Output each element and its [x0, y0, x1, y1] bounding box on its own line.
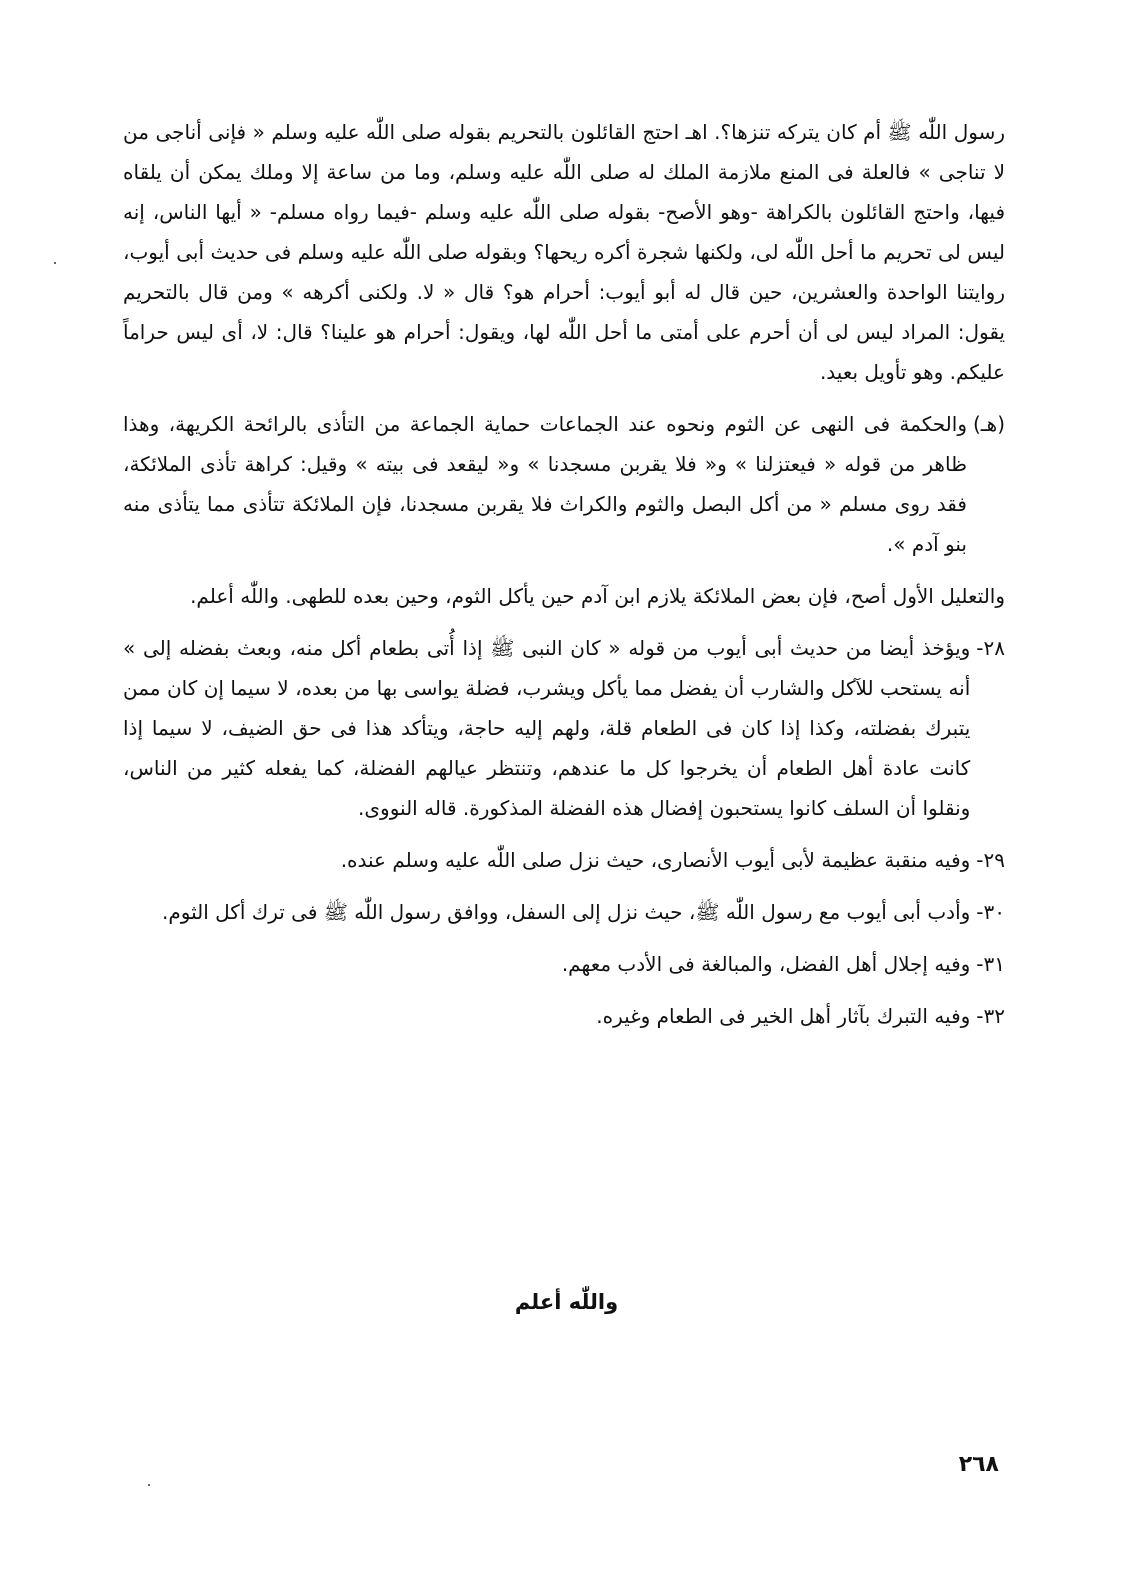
page-number: ٢٦٨ — [958, 1452, 999, 1477]
item-text-h: والحكمة فى النهى عن الثوم ونحوه عند الجماعات حماية الجماعة من التأذى بالرائحة الكريهة، وهذا ظاهر من قوله « فيعتزلنا » و« فلا يقربن مسجدنا » و« ليقعد فى بيته » وقيل: كراهة تأذى الملائكة، فقد روى مسلم « من أكل البصل والثوم والكراث فلا يقربن مسجدنا، فإن الملائكة تتأذى مما يتأذى منه بنو آدم ». — [123, 412, 967, 556]
list-item-30 — [123, 892, 1005, 932]
list-item-h — [123, 404, 1005, 564]
item-marker-29: ٢٩- — [976, 848, 1005, 872]
list-item-31 — [123, 944, 1005, 984]
item-marker-h: (هـ) — [972, 412, 1005, 436]
list-item-28 — [123, 628, 1005, 828]
item-marker-28: ٢٨- — [976, 636, 1005, 660]
item-text-28: ويؤخذ أيضا من حديث أبى أيوب من قوله « كان النبى ﷺ إذا أُتى بطعام أكل منه، وبعث بفضله إلى » أنه يستحب للآكل والشارب أن يفضل مما يأكل ويشرب، فضلة يواسى بها من بعده، لا سيما إن كان ممن يتبرك بفضلته، وكذا إذا كان فى الطعام قلة، ولهم إليه حاجة، ويتأكد هذا فى حق الضيف، لا سيما إذا كانت عادة أهل الطعام أن يخرجوا كل ما عندهم، وتنتظر عيالهم الفضلة، كما يفعله كثير من الناس، ونقلوا أن السلف كانوا يستحبون إفضال هذه الفضلة المذكورة. قاله النووى. — [123, 636, 971, 820]
list-item-32 — [123, 996, 1005, 1036]
paragraph-2: والتعليل الأول أصح، فإن بعض الملائكة يلازم ابن آدم حين يأكل الثوم، وحين بعده للطهى. واللّٰه أعلم. — [190, 584, 1005, 608]
item-marker-30: ٣٠- — [976, 900, 1005, 924]
list-item-29 — [123, 840, 1005, 880]
page-body — [123, 112, 1005, 1048]
item-text-29: وفيه منقبة عظيمة لأبى أيوب الأنصارى، حيث نزل صلى اللّٰه عليه وسلم عنده. — [340, 848, 971, 872]
scan-speck — [54, 262, 56, 264]
item-text-31: وفيه إجلال أهل الفضل، والمبالغة فى الأدب معهم. — [561, 952, 971, 976]
item-marker-31: ٣١- — [976, 952, 1005, 976]
paragraph-1: رسول اللّٰه ﷺ أم كان يتركه تنزها؟. اهـ احتج القائلون بالتحريم بقوله صلى اللّٰه عليه وسلم « فإنى أناجى من لا تناجى » فالعلة فى المنع ملازمة الملك له صلى اللّٰه عليه وسلم، وما من ساعة إلا وملك يمكن أن يلقاه فيها، واحتج القائلون بالكراهة -وهو الأصح- بقوله صلى اللّٰه عليه وسلم -فيما رواه مسلم- « أيها الناس، إنه ليس لى تحريم ما أحل اللّٰه لى، ولكنها شجرة أكره ريحها؟ وبقوله صلى اللّٰه عليه وسلم فى حديث أبى أيوب، روايتنا الواحدة والعشرين، حين قال له أبو أيوب: أحرام هو؟ قال « لا. ولكنى أكرهه » ومن قال بالتحريم يقول: المراد ليس لى أن أحرم على أمتى ما أحل اللّٰه لها، ويقول: أحرام هو علينا؟ قال: لا، أى ليس حراماً عليكم. وهو تأويل بعيد. — [123, 120, 1005, 384]
closing-phrase: واللّٰه أعلم — [514, 1290, 619, 1314]
item-marker-32: ٣٢- — [976, 1004, 1005, 1028]
item-text-30: وأدب أبى أيوب مع رسول اللّٰه ﷺ، حيث نزل إلى السفل، ووافق رسول اللّٰه ﷺ فى ترك أكل الثوم. — [162, 900, 971, 924]
scan-speck — [148, 1484, 150, 1486]
item-text-32: وفيه التبرك بآثار أهل الخير فى الطعام وغيره. — [596, 1004, 971, 1028]
